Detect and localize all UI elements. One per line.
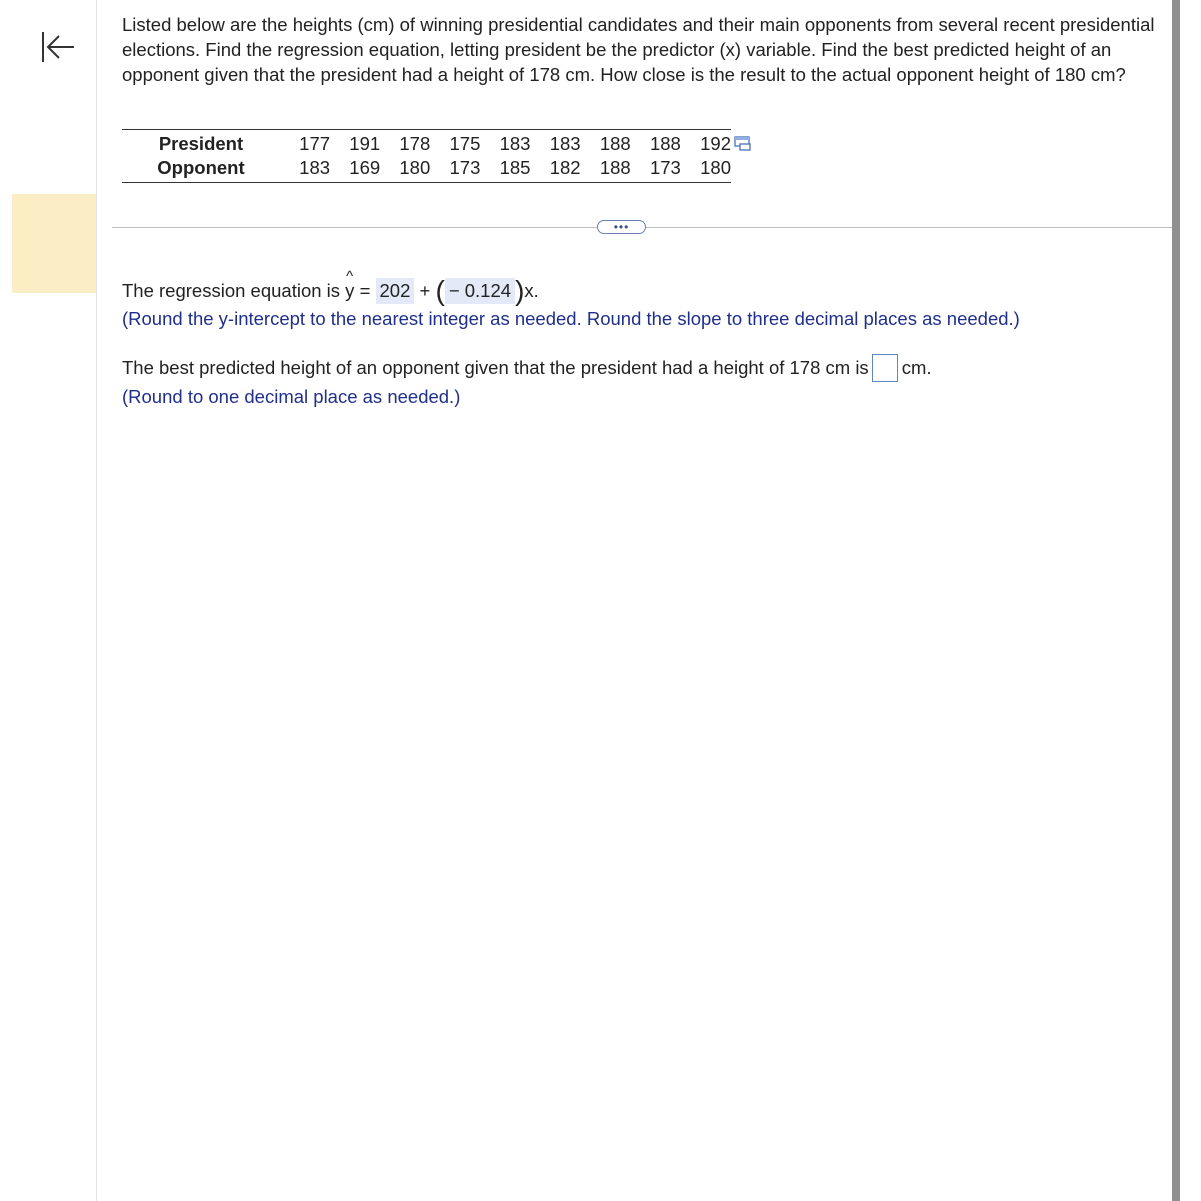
equals-sign: = bbox=[359, 280, 371, 301]
close-paren: ) bbox=[515, 275, 525, 306]
table-cell: 177 bbox=[299, 133, 331, 154]
prediction-hint: (Round to one decimal place as needed.) bbox=[122, 386, 461, 407]
slope-answer[interactable]: − 0.124 bbox=[445, 278, 515, 304]
table-cell: 173 bbox=[649, 157, 681, 178]
open-paren: ( bbox=[435, 275, 445, 306]
copy-table-icon[interactable] bbox=[734, 136, 752, 152]
show-more-button[interactable]: ••• bbox=[597, 220, 646, 234]
prediction-prefix: The best predicted height of an opponent given that the president had a height of 178 cm is bbox=[122, 357, 869, 378]
regression-line bbox=[122, 268, 539, 306]
table-cell: 183 bbox=[299, 157, 331, 178]
row-label: President bbox=[158, 133, 244, 154]
hat-symbol: ^ bbox=[346, 268, 354, 285]
prediction-line bbox=[122, 355, 932, 383]
prediction-input[interactable] bbox=[872, 354, 898, 382]
intercept-answer[interactable]: 202 bbox=[376, 278, 415, 304]
plus-sign: + bbox=[419, 280, 431, 301]
table-cell: 175 bbox=[449, 133, 481, 154]
question-text: Listed below are the heights (cm) of winning presidential candidates and their main opponents from several recent presidential elections. Find the regression equation, letting president be the predictor (x) variable. Find the best predicted height of an opponent given that the president had a height of 178 cm. How close is the result to the actual opponent height of 180 cm? bbox=[122, 14, 1155, 85]
table-cell: 182 bbox=[549, 157, 581, 178]
row-label: Opponent bbox=[157, 157, 245, 178]
table-cell: 188 bbox=[599, 133, 631, 154]
table-cell: 188 bbox=[649, 133, 681, 154]
regression-prefix: The regression equation is bbox=[122, 280, 341, 301]
data-table bbox=[122, 129, 731, 183]
table-cell: 178 bbox=[399, 133, 431, 154]
table-cell: 185 bbox=[499, 157, 531, 178]
table-cell: 173 bbox=[449, 157, 481, 178]
left-rail-divider bbox=[96, 0, 97, 1201]
table-cell: 180 bbox=[399, 157, 431, 178]
table-cell: 191 bbox=[349, 133, 381, 154]
table-cell: 192 bbox=[700, 133, 731, 154]
prediction-unit: cm. bbox=[901, 357, 932, 378]
table-row-president bbox=[122, 130, 731, 157]
scrollbar[interactable] bbox=[1172, 0, 1180, 1201]
table-cell: 183 bbox=[549, 133, 581, 154]
table-cell: 169 bbox=[349, 157, 381, 178]
collapse-left-icon[interactable] bbox=[38, 30, 76, 64]
regression-suffix: x. bbox=[524, 280, 539, 301]
side-highlight-block bbox=[12, 194, 96, 293]
table-cell: 180 bbox=[700, 157, 731, 178]
y-symbol: y bbox=[345, 280, 355, 301]
table-cell: 188 bbox=[599, 157, 631, 178]
table-row-opponent bbox=[122, 156, 731, 183]
table-cell: 183 bbox=[499, 133, 531, 154]
regression-hint: (Round the y-intercept to the nearest integer as needed. Round the slope to three decimal places as needed.) bbox=[122, 308, 1020, 329]
y-hat-symbol bbox=[345, 268, 355, 304]
